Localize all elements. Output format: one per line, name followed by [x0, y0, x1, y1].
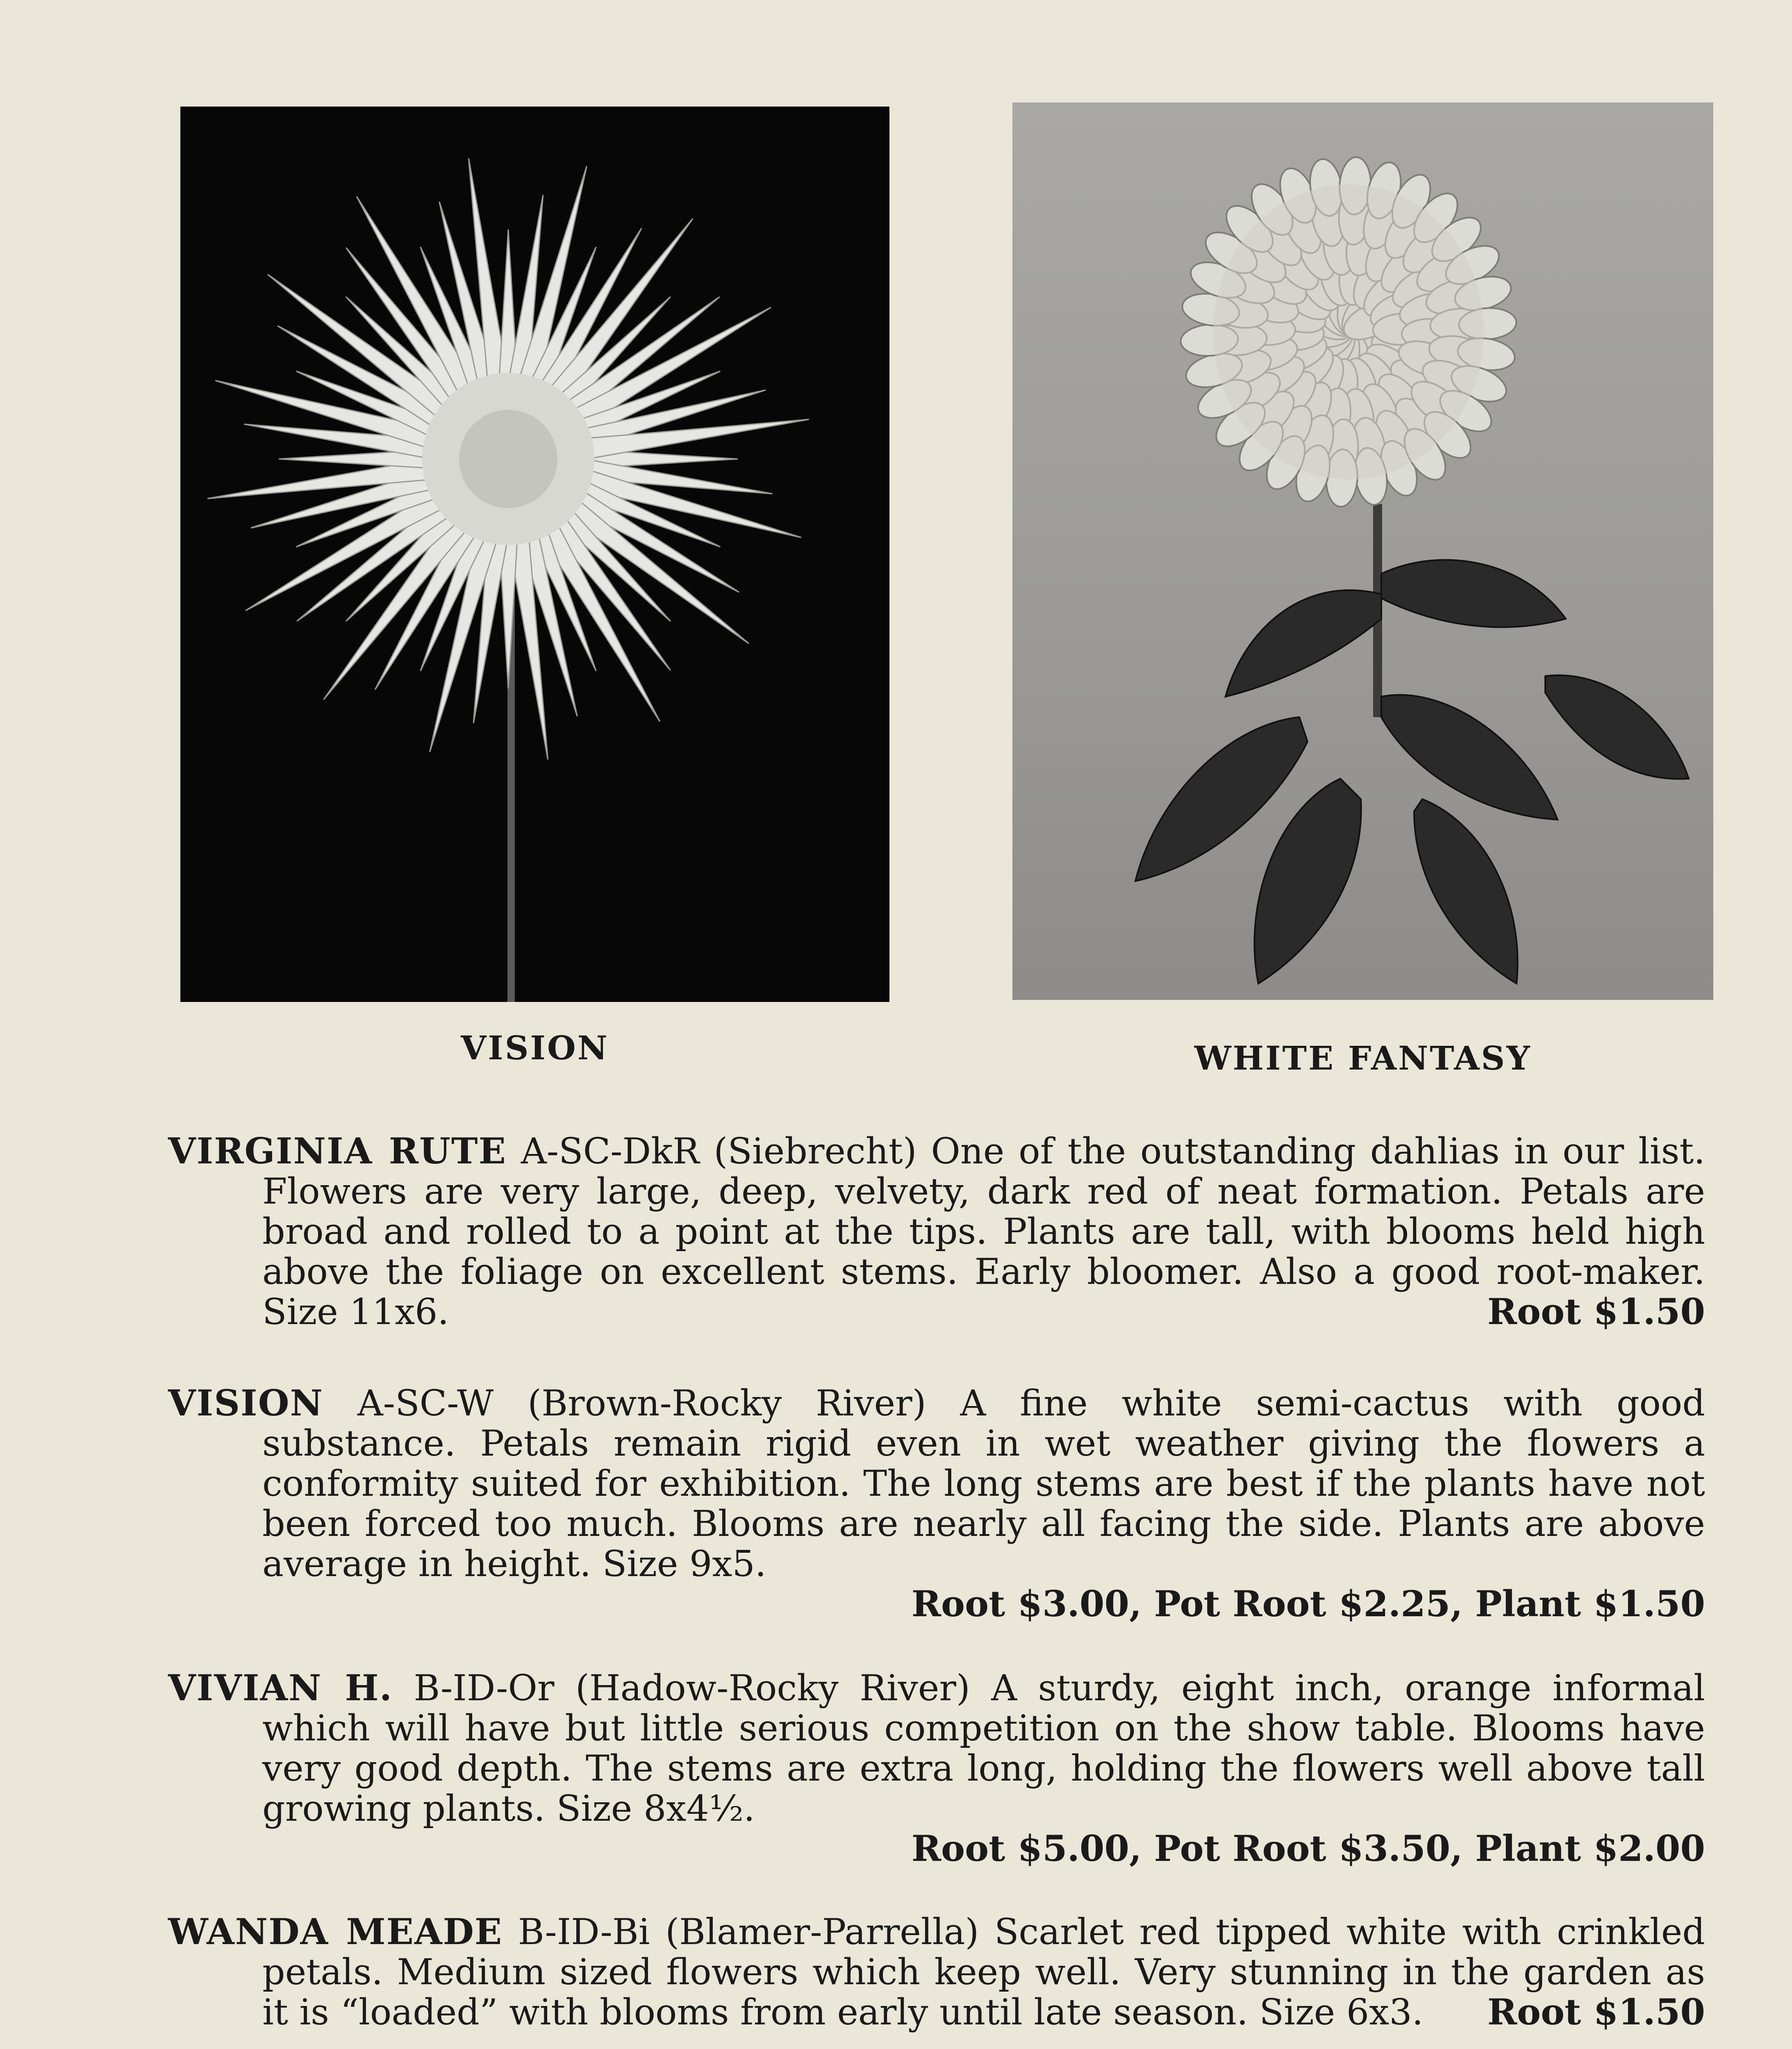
entry-name: VIRGINIA RUTE [168, 1130, 507, 1172]
entry-price: Root $1.50 [1487, 1290, 1705, 1333]
white-fantasy-dahlia-illustration [1012, 102, 1713, 1000]
white-fantasy-flower-photo [1012, 102, 1713, 1000]
dahlia-entry [168, 1668, 1705, 1869]
entry-price: Root $3.00, Pot Root $2.25, Plant $1.50 [911, 1583, 1705, 1625]
vision-photo-caption: VISION [461, 1029, 609, 1067]
entry-description: B-ID-Bi (Blamer-Parrella) Scarlet red tipped white with crinkled petals. Medium sized flowers which keep well. Very stunning in the garden as it is “loaded” with blooms from early until late season. Size 6x3. [262, 1911, 1705, 2033]
dahlia-entry [168, 1131, 1705, 1332]
entry-price: Root $5.00, Pot Root $3.50, Plant $2.00 [911, 1827, 1705, 1870]
dahlia-entry [168, 1912, 1705, 2032]
entry-price: Root $1.50 [1487, 1991, 1705, 2033]
vision-flower-photo [180, 107, 889, 1002]
dahlia-entry [168, 1383, 1705, 1624]
entry-name: WANDA MEADE [168, 1910, 503, 1953]
vision-dahlia-illustration [180, 107, 889, 1002]
entry-name: VIVIAN H. [168, 1667, 393, 1709]
entry-description: A-SC-W (Brown-Rocky River) A fine white semi-cactus with good substance. Petals remain rigid even in wet weather giving the flowers a conformity suited for exhibition. The long stems are best if the plants have not been forced too much. Blooms are nearly all facing the side. Plants are above average in height. Size 9x5. [262, 1382, 1705, 1585]
white-fantasy-photo-caption: WHITE FANTASY [1194, 1039, 1532, 1077]
entry-description: A-SC-DkR (Siebrecht) One of the outstanding dahlias in our list. Flowers are very large, deep, velvety, dark red of neat formation. Petals are broad and rolled to a point at the tips. Plants are tall, with blooms held high above the foliage on excellent stems. Early bloomer. Also a good root-maker. Size 11x6. [262, 1130, 1705, 1333]
entry-name: VISION [168, 1382, 324, 1424]
entry-description: B-ID-Or (Hadow-Rocky River) A sturdy, eight inch, orange informal which will have but little serious competition on the show table. Blooms have very good depth. The stems are extra long, holding the flowers well above tall growing plants. Size 8x4½. [262, 1667, 1705, 1829]
